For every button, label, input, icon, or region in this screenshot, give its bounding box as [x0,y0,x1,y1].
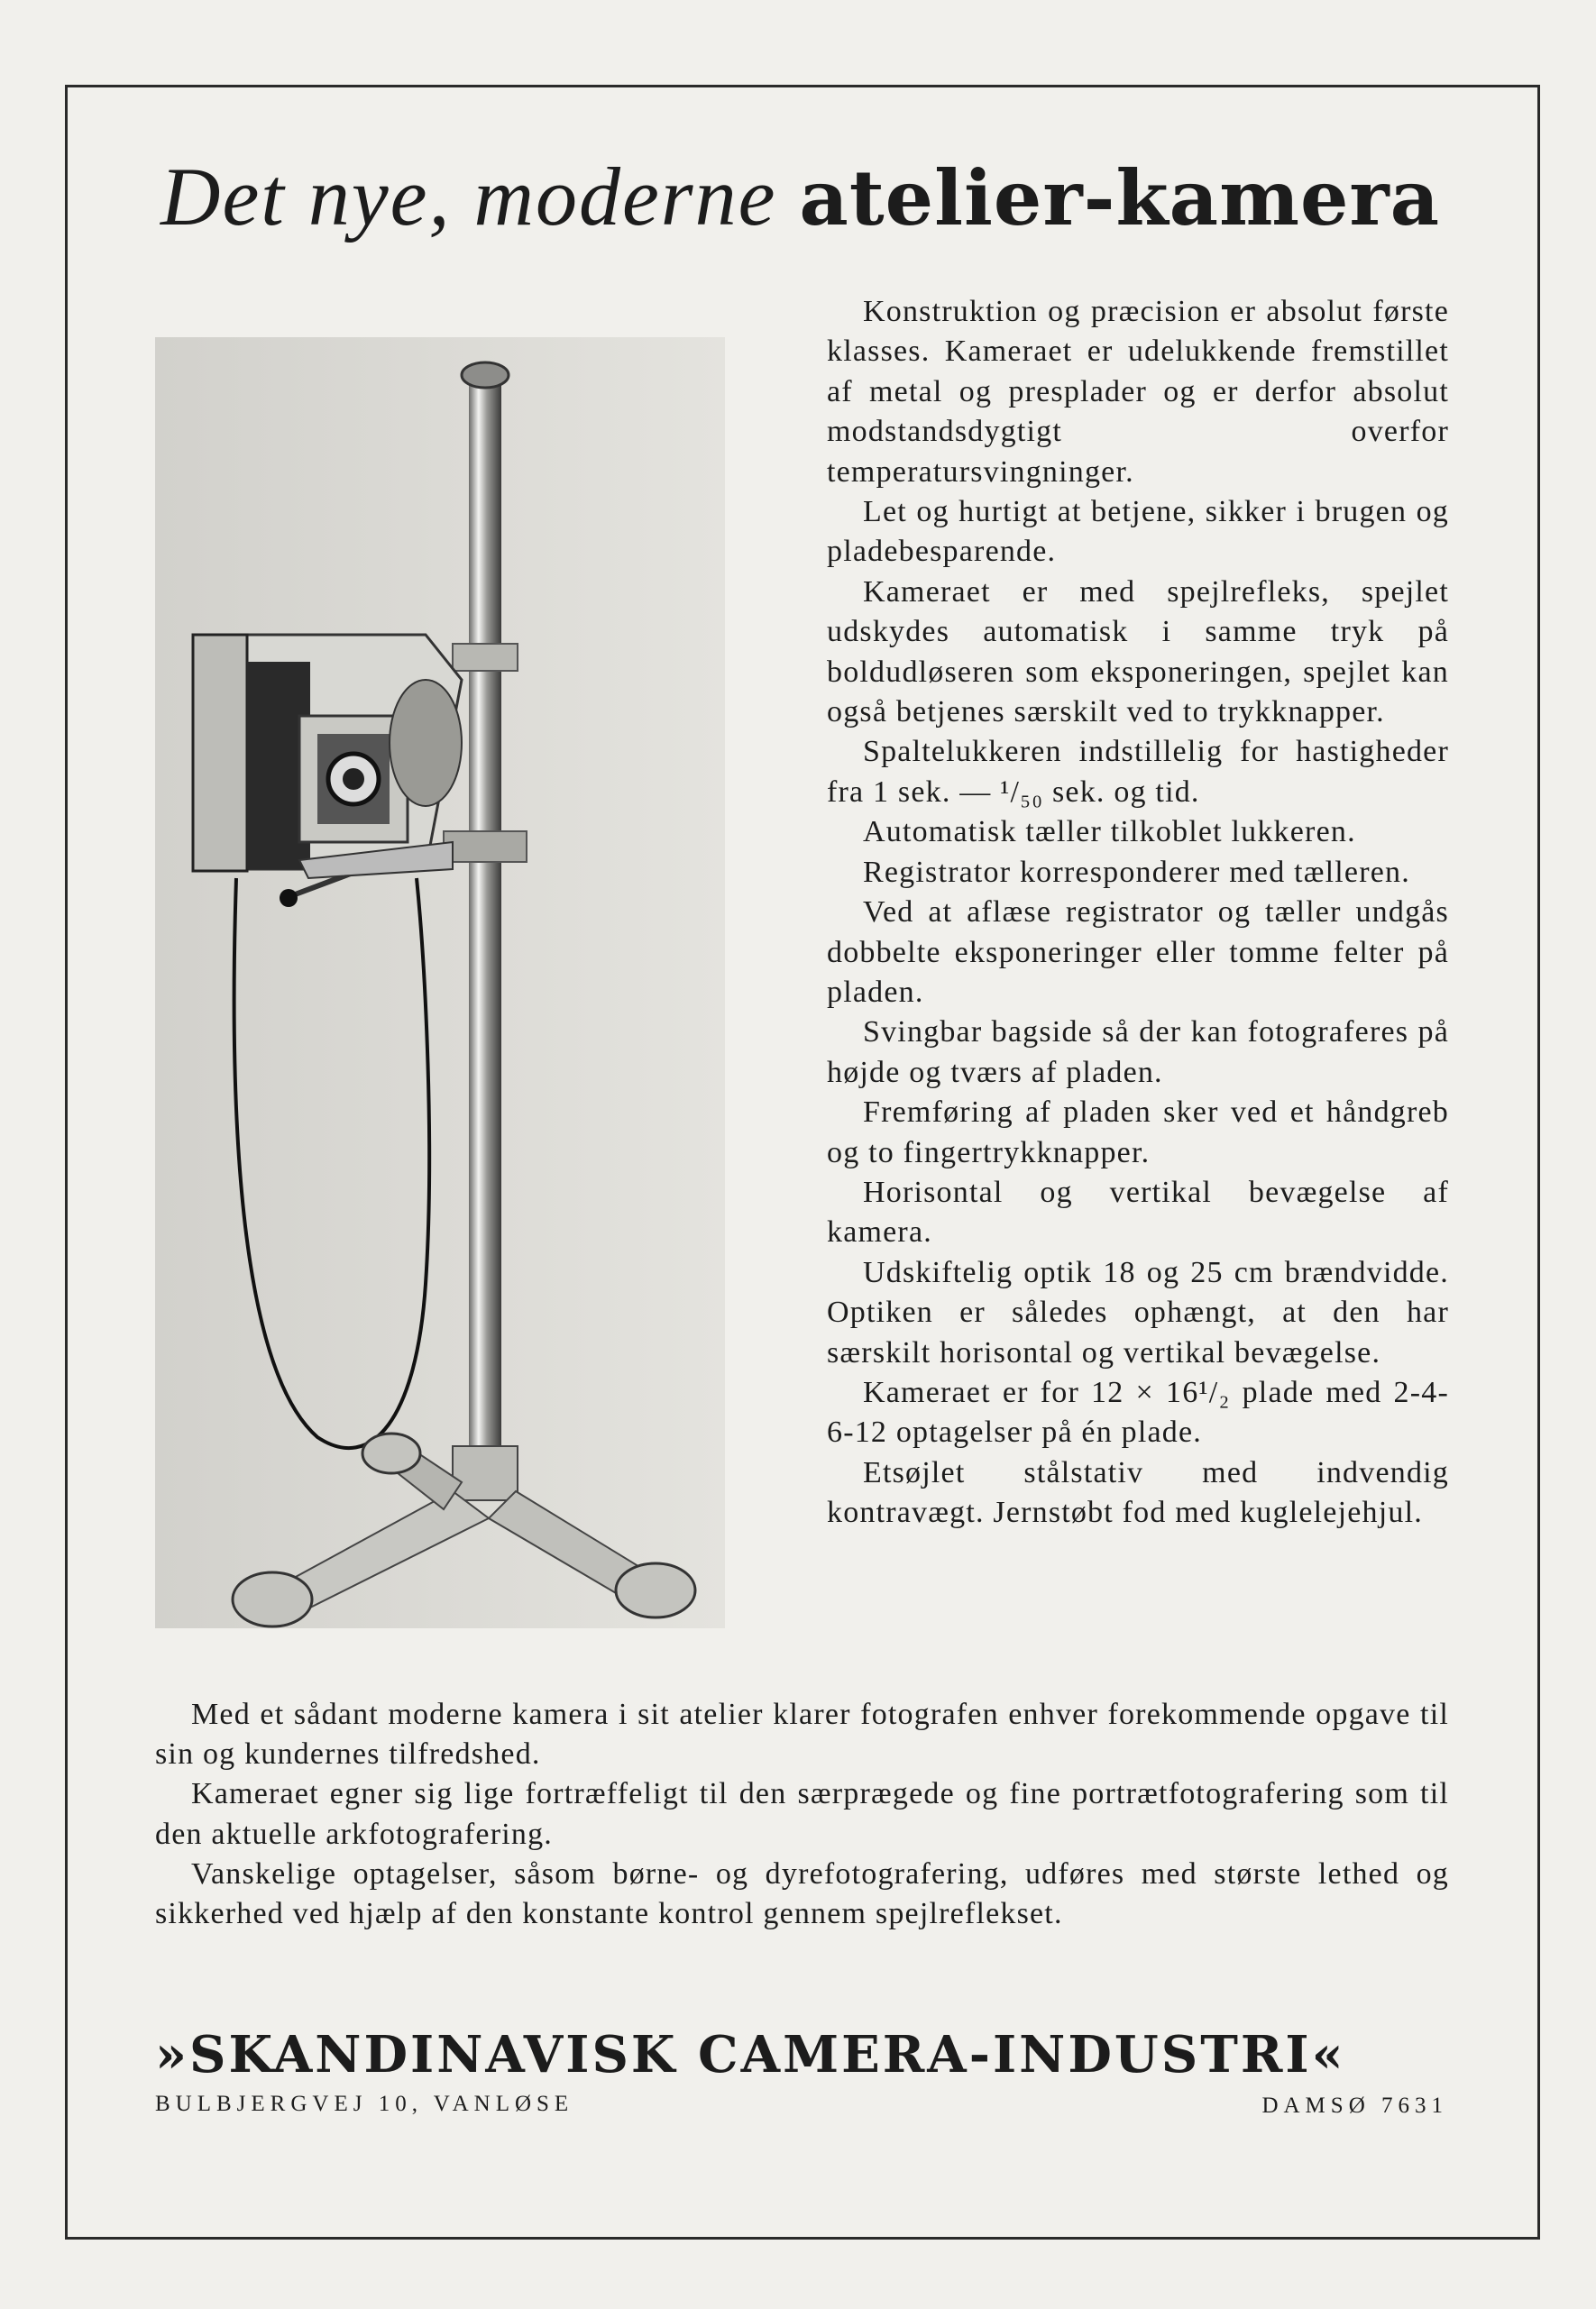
headline [161,151,1459,243]
feature-paragraph: Fremføring af pladen sker ved et håndgreb og to fingertrykknapper. [827,1095,1449,1169]
feature-paragraph: Kameraet er for 12 × 16¹/₂ plade med 2-4-6-12 optagelser på én plade. [827,1375,1449,1450]
summary-paragraph: Kameraet egner sig lige fortræffeligt til den særprægede og fine portrætfotografering som til den aktuelle arkfotografering. [155,1777,1449,1851]
company-address: BULBJERGVEJ 10, VANLØSE [155,2092,574,2116]
feature-paragraph: Udskiftelig optik 18 og 25 cm brændvidde. Optiken er således ophængt, at den har særskilt horisontal og vertikal bevægelse. [827,1255,1449,1370]
summary-text [155,1695,1449,1934]
summary-paragraph: Vanskelige optagelser, såsom børne- og dyrefotografering, udføres med største lethed og sikkerhed ved hjælp af den konstante kontrol gennem spejlreflekset. [155,1856,1449,1931]
feature-paragraph: Automatisk tæller tilkoblet lukkeren. [863,815,1356,849]
headline-light: Det nye, moderne [161,151,800,243]
summary-paragraph: Med et sådant moderne kamera i sit atelier klarer fotografen enhver forekommende opgave til sin og kundernes tilfredshed. [155,1698,1449,1772]
feature-paragraph: Let og hurtigt at betjene, sikker i brugen og pladebesparende. [827,495,1449,569]
camera-on-stand-icon [155,337,725,1628]
feature-column [827,292,1449,1534]
feature-paragraph: Spaltelukkeren indstillelig for hastigheder fra 1 sek. — ¹/₅₀ sek. og tid. [827,735,1449,809]
camera-stand-photo [155,337,725,1628]
feature-paragraph: Ved at aflæse registrator og tæller undgås dobbelte eksponeringer eller tomme felter på pladen. [827,895,1449,1009]
feature-paragraph: Horisontal og vertikal bevægelse af kamera. [827,1175,1449,1250]
company-name: »SKANDINAVISK CAMERA-INDUSTRI« [155,2025,1346,2085]
company-phone: DAMSØ 7631 [1261,2094,1448,2118]
feature-paragraph: Registrator korresponderer med tælleren. [863,855,1410,889]
feature-paragraph: Konstruktion og præcision er absolut første klasses. Kameraet er udelukkende fremstillet af metal og presplader og er derfor absolut modstandsdygtigt overfor temperatursvingninger. [827,295,1449,489]
feature-paragraph: Svingbar bagside så der kan fotograferes på højde og tværs af pladen. [827,1015,1449,1089]
headline-bold: atelier-kamera [799,153,1441,243]
feature-paragraph: Kameraet er med spejlrefleks, spejlet udskydes automatisk i samme tryk på boldudløseren som eksponeringen, spejlet kan også betjenes særskilt ved to trykknapper. [827,574,1449,729]
feature-paragraph: Etsøjlet stålstativ med indvendig kontravægt. Jernstøbt fod med kuglelejehjul. [827,1455,1449,1530]
